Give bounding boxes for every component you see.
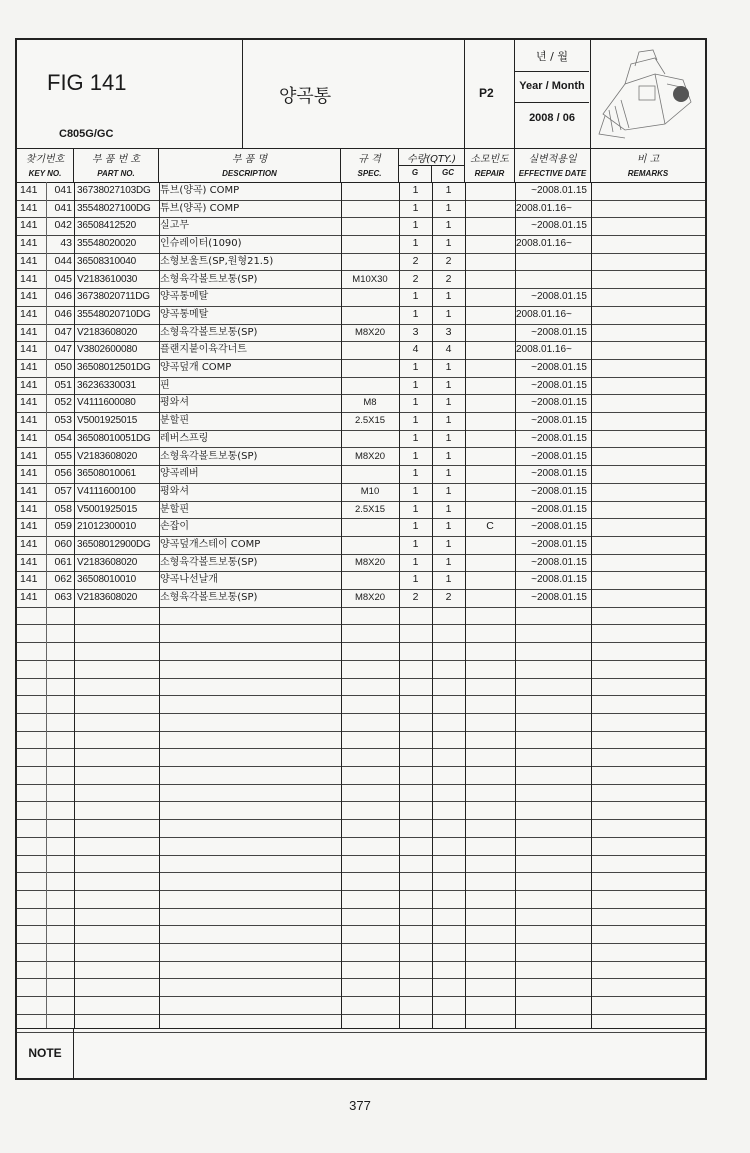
key-sub-cell: 062 — [54, 573, 72, 586]
effective-date-cell: ~2008.01.15 — [531, 556, 587, 568]
qty-gc-cell: 1 — [445, 484, 452, 497]
qty-g-cell: 2 — [412, 254, 419, 267]
title-cell — [243, 40, 465, 148]
effective-date-cell: ~2008.01.15 — [531, 415, 587, 427]
part-no-cell: 35548020020 — [77, 238, 136, 250]
repair-cell — [465, 217, 515, 235]
key-no-cell: 141 — [20, 414, 38, 427]
key-sub-cell: 050 — [54, 361, 72, 373]
key-sub-cell: 063 — [54, 591, 72, 604]
key-no-cell: 141 — [20, 555, 38, 568]
qty-gc-cell: 1 — [445, 201, 452, 214]
part-no-cell: 35548020710DG — [77, 308, 151, 320]
repair-cell — [465, 182, 515, 200]
part-no-cell: V4111600100 — [77, 485, 136, 497]
repair-cell — [465, 536, 515, 554]
description-cell: 인슈레이터(1090) — [160, 238, 242, 250]
repair-cell — [465, 448, 515, 466]
qty-g-cell: 1 — [412, 184, 419, 196]
key-no-cell: 141 — [20, 396, 38, 409]
description-cell: 손잡이 — [160, 521, 189, 533]
effective-date-cell: ~2008.01.15 — [531, 397, 587, 409]
table-row — [17, 235, 705, 254]
spec-cell: 2.5X15 — [354, 503, 386, 515]
key-sub-cell: 041 — [54, 184, 72, 196]
key-sub-cell: 052 — [54, 396, 72, 409]
spec-cell — [341, 465, 399, 483]
key-sub-cell: 042 — [54, 219, 72, 232]
spec-cell — [341, 359, 399, 377]
key-sub-cell: 055 — [54, 449, 72, 462]
key-no-cell: 141 — [20, 378, 38, 391]
year-month-label-ko: 년 / 월 — [536, 50, 568, 63]
key-sub-cell: 051 — [54, 378, 72, 391]
qty-gc-cell: 4 — [445, 343, 452, 356]
repair-cell — [465, 377, 515, 395]
key-sub-cell: 053 — [54, 414, 72, 427]
sheet-header — [17, 40, 705, 149]
key-sub-cell: 047 — [54, 343, 72, 356]
spec-cell: M10X30 — [352, 273, 388, 285]
key-sub-cell: 041 — [54, 201, 72, 214]
effective-date-cell: 2008.01.16~ — [516, 202, 572, 214]
part-no-cell: V2183610030 — [77, 273, 138, 285]
key-no-cell: 141 — [20, 361, 38, 373]
spec-cell: M8 — [363, 397, 377, 409]
spec-cell — [341, 306, 399, 324]
qty-gc-cell: 1 — [445, 361, 452, 373]
description-cell: 양곡통메탈 — [160, 291, 209, 303]
part-no-cell: 35548027100DG — [77, 202, 151, 214]
col-remarks: 비 고 REMARKS — [627, 154, 669, 178]
key-sub-cell: 43 — [60, 237, 72, 250]
empty-row — [17, 660, 705, 679]
spec-cell — [341, 536, 399, 554]
spec-cell: M8X20 — [354, 556, 386, 568]
spec-cell — [341, 571, 399, 589]
key-no-cell: 141 — [20, 237, 38, 250]
effective-date-cell: ~2008.01.15 — [531, 432, 587, 444]
empty-row — [17, 784, 705, 803]
empty-row — [17, 961, 705, 980]
empty-row — [17, 731, 705, 750]
qty-g-cell: 1 — [412, 237, 419, 250]
repair-cell — [465, 359, 515, 377]
part-no-cell: V2183608020 — [77, 556, 138, 568]
qty-gc-cell: 1 — [445, 414, 452, 427]
col-qty-g: G — [399, 165, 432, 182]
key-no-cell: 141 — [20, 219, 38, 232]
qty-g-cell: 1 — [412, 520, 419, 533]
table-row — [17, 501, 705, 520]
empty-row — [17, 943, 705, 962]
table-row — [17, 518, 705, 537]
description-cell: 평와셔 — [160, 485, 189, 497]
parts-list-sheet — [15, 38, 707, 1080]
part-no-cell: 36508310040 — [77, 255, 136, 267]
qty-gc-cell: 1 — [445, 184, 452, 196]
table-row — [17, 253, 705, 272]
spec-cell — [341, 182, 399, 200]
part-no-cell: V2183608020 — [77, 326, 138, 338]
year-month-value: 2008 / 06 — [529, 112, 575, 124]
note-label: NOTE — [17, 1028, 74, 1078]
qty-gc-cell: 1 — [445, 520, 452, 533]
effective-date-cell: ~2008.01.15 — [531, 450, 587, 462]
empty-row — [17, 695, 705, 714]
table-row — [17, 412, 705, 431]
qty-g-cell: 2 — [412, 591, 419, 604]
key-sub-cell: 060 — [54, 538, 72, 550]
description-cell: 소형육각볼트보통(SP) — [160, 450, 258, 462]
qty-g-cell: 1 — [412, 307, 419, 320]
column-header-row — [17, 148, 705, 183]
figure-cell — [17, 40, 243, 148]
part-no-cell: 36508010061 — [77, 468, 136, 480]
table-row — [17, 217, 705, 236]
effective-date-cell: 2008.01.16~ — [516, 344, 572, 356]
effective-date-cell: ~2008.01.15 — [531, 521, 587, 533]
qty-g-cell: 3 — [412, 325, 419, 338]
empty-row — [17, 925, 705, 944]
key-sub-cell: 044 — [54, 254, 72, 267]
key-no-cell: 141 — [20, 520, 38, 533]
description-cell: 분할핀 — [160, 503, 189, 515]
machine-thumbnail-cell — [591, 40, 705, 148]
empty-row — [17, 642, 705, 661]
part-no-cell: 36508012501DG — [77, 362, 151, 373]
qty-gc-cell: 1 — [445, 449, 452, 462]
qty-gc-cell: 1 — [445, 290, 452, 303]
key-no-cell: 141 — [20, 254, 38, 267]
description-cell: 소형육각볼트보통(SP) — [160, 592, 258, 604]
qty-gc-cell: 1 — [445, 237, 452, 250]
key-sub-cell: 046 — [54, 290, 72, 303]
spec-cell — [341, 200, 399, 218]
qty-g-cell: 2 — [412, 272, 419, 285]
effective-date-cell: ~2008.01.15 — [531, 539, 587, 550]
key-no-cell: 141 — [20, 201, 38, 214]
description-cell: 실고무 — [160, 220, 189, 232]
qty-gc-cell: 1 — [445, 502, 452, 515]
col-description: 부 품 명 DESCRIPTION — [159, 148, 341, 182]
table-row — [17, 448, 705, 467]
key-no-cell: 141 — [20, 307, 38, 320]
empty-row — [17, 625, 705, 644]
col-part-no: 부 품 번 호 PART NO. — [74, 148, 159, 182]
table-row — [17, 324, 705, 343]
qty-gc-cell: 1 — [445, 467, 452, 480]
table-row — [17, 271, 705, 290]
empty-row — [17, 837, 705, 856]
table-row — [17, 377, 705, 396]
repair-cell — [465, 306, 515, 324]
spec-cell: M10 — [360, 485, 380, 497]
qty-g-cell: 1 — [412, 502, 419, 515]
effective-date-cell: ~2008.01.15 — [531, 379, 587, 391]
empty-row — [17, 713, 705, 732]
table-row — [17, 536, 705, 555]
spec-cell: M8X20 — [354, 592, 386, 604]
empty-row — [17, 872, 705, 891]
effective-date-cell: ~2008.01.15 — [531, 592, 587, 604]
qty-gc-cell: 1 — [445, 307, 452, 320]
qty-g-cell: 1 — [412, 378, 419, 391]
col-effective-date: 실변적용일 EFFECTIVE DATE — [515, 148, 591, 182]
description-cell: 평와셔 — [160, 397, 189, 409]
key-sub-cell: 047 — [54, 325, 72, 338]
description-cell: 소형육각볼트보통(SP) — [160, 273, 258, 285]
effective-date-cell — [515, 253, 591, 271]
table-row — [17, 306, 705, 325]
part-no-cell: 36236330031 — [77, 379, 136, 391]
empty-row — [17, 802, 705, 821]
key-sub-cell: 061 — [54, 555, 72, 568]
col-qty: 수량(QTY.) — [399, 148, 465, 182]
col-repair: 소모빈도 REPAIR — [465, 148, 515, 182]
col-qty-gc: GC — [432, 165, 465, 182]
description-cell: 소형육각볼트보통(SP) — [160, 556, 258, 568]
empty-row — [17, 819, 705, 838]
model-code: C805G/GC — [59, 128, 114, 140]
description-cell: 튜브(양곡) COMP — [160, 185, 240, 196]
page-code: P2 — [479, 86, 494, 100]
key-no-cell: 141 — [20, 184, 38, 196]
repair-cell — [465, 571, 515, 589]
part-no-cell: 36508010010 — [77, 574, 136, 586]
part-no-cell: 36508012900DG — [77, 539, 151, 550]
description-cell: 핀 — [160, 379, 170, 391]
part-no-cell: V4111600080 — [77, 397, 136, 409]
part-no-cell: V5001925015 — [77, 415, 138, 427]
qty-gc-cell: 3 — [445, 325, 452, 338]
effective-date-cell: ~2008.01.15 — [531, 185, 587, 196]
repair-cell — [465, 271, 515, 289]
part-no-cell: 36738027103DG — [77, 185, 151, 196]
qty-g-cell: 1 — [412, 290, 419, 303]
qty-g-cell: 1 — [412, 538, 419, 550]
date-cell — [515, 40, 591, 148]
table-row — [17, 359, 705, 378]
spec-cell — [341, 217, 399, 235]
col-key-no: 찾기번호 KEY NO. — [17, 148, 74, 182]
spec-cell: M8X20 — [354, 326, 386, 338]
description-cell: 분할핀 — [160, 415, 189, 427]
empty-row — [17, 979, 705, 998]
description-cell: 소형육각볼트보통(SP) — [160, 326, 258, 338]
spec-cell — [341, 288, 399, 306]
qty-g-cell: 1 — [412, 484, 419, 497]
spec-cell — [341, 341, 399, 359]
key-no-cell: 141 — [20, 591, 38, 604]
effective-date-cell: ~2008.01.15 — [531, 574, 587, 586]
effective-date-cell: ~2008.01.15 — [531, 326, 587, 338]
repair-cell — [465, 412, 515, 430]
table-row — [17, 589, 705, 608]
qty-g-cell: 1 — [412, 449, 419, 462]
key-sub-cell: 059 — [54, 520, 72, 533]
part-no-cell: 36738020711DG — [77, 291, 150, 303]
repair-cell — [465, 501, 515, 519]
key-sub-cell: 045 — [54, 272, 72, 285]
spec-cell — [341, 518, 399, 536]
repair-cell — [465, 554, 515, 572]
key-sub-cell: 056 — [54, 467, 72, 480]
key-no-cell: 141 — [20, 290, 38, 303]
part-no-cell: 36508412520 — [77, 220, 136, 232]
effective-date-cell: ~2008.01.15 — [531, 468, 587, 480]
spec-cell — [341, 430, 399, 448]
key-no-cell: 141 — [20, 343, 38, 356]
effective-date-cell — [515, 271, 591, 289]
empty-row — [17, 890, 705, 909]
effective-date-cell: ~2008.01.15 — [531, 362, 587, 373]
repair-cell — [465, 394, 515, 412]
description-cell: 양곡덮개 COMP — [160, 362, 232, 373]
repair-cell — [465, 288, 515, 306]
repair-cell — [465, 200, 515, 218]
effective-date-cell: ~2008.01.15 — [531, 291, 587, 303]
part-no-cell: V3802600080 — [77, 344, 138, 356]
qty-gc-cell: 1 — [445, 219, 452, 232]
qty-g-cell: 1 — [412, 573, 419, 586]
description-cell: 레버스프링 — [160, 432, 209, 444]
repair-cell — [465, 430, 515, 448]
effective-date-cell: ~2008.01.15 — [531, 485, 587, 497]
empty-row — [17, 678, 705, 697]
spec-cell — [341, 377, 399, 395]
qty-g-cell: 1 — [412, 219, 419, 232]
page-code-cell — [465, 40, 515, 148]
qty-g-cell: 1 — [412, 431, 419, 444]
part-no-cell: 36508010051DG — [77, 432, 151, 444]
empty-row — [17, 748, 705, 767]
empty-row — [17, 996, 705, 1015]
empty-row — [17, 766, 705, 785]
repair-cell — [465, 253, 515, 271]
table-row — [17, 341, 705, 360]
empty-row — [17, 908, 705, 927]
repair-cell — [465, 465, 515, 483]
qty-gc-cell: 2 — [445, 591, 452, 604]
figure-title: FIG 141 — [47, 70, 127, 95]
table-row — [17, 288, 705, 307]
qty-gc-cell: 1 — [445, 396, 452, 409]
key-sub-cell: 054 — [54, 431, 72, 444]
qty-gc-cell: 1 — [445, 378, 452, 391]
qty-g-cell: 1 — [412, 414, 419, 427]
spec-cell: M8X20 — [354, 450, 386, 462]
table-row — [17, 465, 705, 484]
qty-gc-cell: 1 — [445, 555, 452, 568]
table-row — [17, 571, 705, 590]
repair-cell — [465, 589, 515, 607]
effective-date-cell: ~2008.01.15 — [531, 503, 587, 515]
part-no-cell: 21012300010 — [77, 521, 136, 533]
key-no-cell: 141 — [20, 431, 38, 444]
key-no-cell: 141 — [20, 449, 38, 462]
table-row — [17, 200, 705, 219]
repair-cell — [465, 235, 515, 253]
qty-g-cell: 1 — [412, 555, 419, 568]
table-row — [17, 554, 705, 573]
description-cell: 튜브(양곡) COMP — [160, 202, 240, 214]
repair-cell — [465, 324, 515, 342]
repair-cell — [465, 483, 515, 501]
part-no-cell: V5001925015 — [77, 503, 138, 515]
table-row — [17, 430, 705, 449]
table-row — [17, 182, 705, 201]
key-sub-cell: 058 — [54, 502, 72, 515]
repair-cell: C — [486, 520, 494, 533]
description-cell: 소형보울트(SP,원형21.5) — [160, 255, 274, 267]
description-cell: 양곡레버 — [160, 468, 199, 480]
qty-gc-cell: 1 — [445, 573, 452, 586]
description-cell: 양곡통메탈 — [160, 308, 209, 320]
year-month-label-en: Year / Month — [519, 80, 585, 92]
assembly-title: 양곡통 — [279, 86, 332, 107]
table-row — [17, 483, 705, 502]
repair-cell — [465, 341, 515, 359]
qty-gc-cell: 2 — [445, 254, 452, 267]
key-no-cell: 141 — [20, 502, 38, 515]
table-row — [17, 394, 705, 413]
qty-g-cell: 4 — [412, 343, 419, 356]
key-no-cell: 141 — [20, 467, 38, 480]
qty-g-cell: 1 — [412, 201, 419, 214]
spec-cell: 2.5X15 — [354, 415, 386, 427]
key-sub-cell: 057 — [54, 484, 72, 497]
combine-harvester-icon — [595, 44, 701, 144]
effective-date-cell: 2008.01.16~ — [516, 238, 572, 250]
key-no-cell: 141 — [20, 484, 38, 497]
empty-row — [17, 607, 705, 626]
part-no-cell: V2183608020 — [77, 450, 138, 462]
spec-cell — [341, 253, 399, 271]
qty-g-cell: 1 — [412, 467, 419, 480]
key-no-cell: 141 — [20, 573, 38, 586]
page-number: 377 — [349, 1098, 371, 1113]
qty-g-cell: 1 — [412, 361, 419, 373]
part-no-cell: V2183608020 — [77, 592, 138, 604]
key-sub-cell: 046 — [54, 307, 72, 320]
effective-date-cell: 2008.01.16~ — [516, 308, 572, 320]
description-cell: 양곡나선날개 — [160, 574, 218, 586]
spec-cell — [341, 235, 399, 253]
key-no-cell: 141 — [20, 272, 38, 285]
note-area — [17, 1028, 705, 1078]
description-cell: 플랜지붙이육각너트 — [160, 344, 247, 356]
key-no-cell: 141 — [20, 325, 38, 338]
key-no-cell: 141 — [20, 538, 38, 550]
empty-row — [17, 855, 705, 874]
col-spec: 규 격 SPEC. — [341, 148, 399, 182]
qty-g-cell: 1 — [412, 396, 419, 409]
description-cell: 양곡덮개스테이 COMP — [160, 539, 261, 550]
effective-date-cell: ~2008.01.15 — [531, 220, 587, 232]
qty-gc-cell: 1 — [445, 431, 452, 444]
qty-gc-cell: 1 — [445, 538, 452, 550]
qty-gc-cell: 2 — [445, 272, 452, 285]
